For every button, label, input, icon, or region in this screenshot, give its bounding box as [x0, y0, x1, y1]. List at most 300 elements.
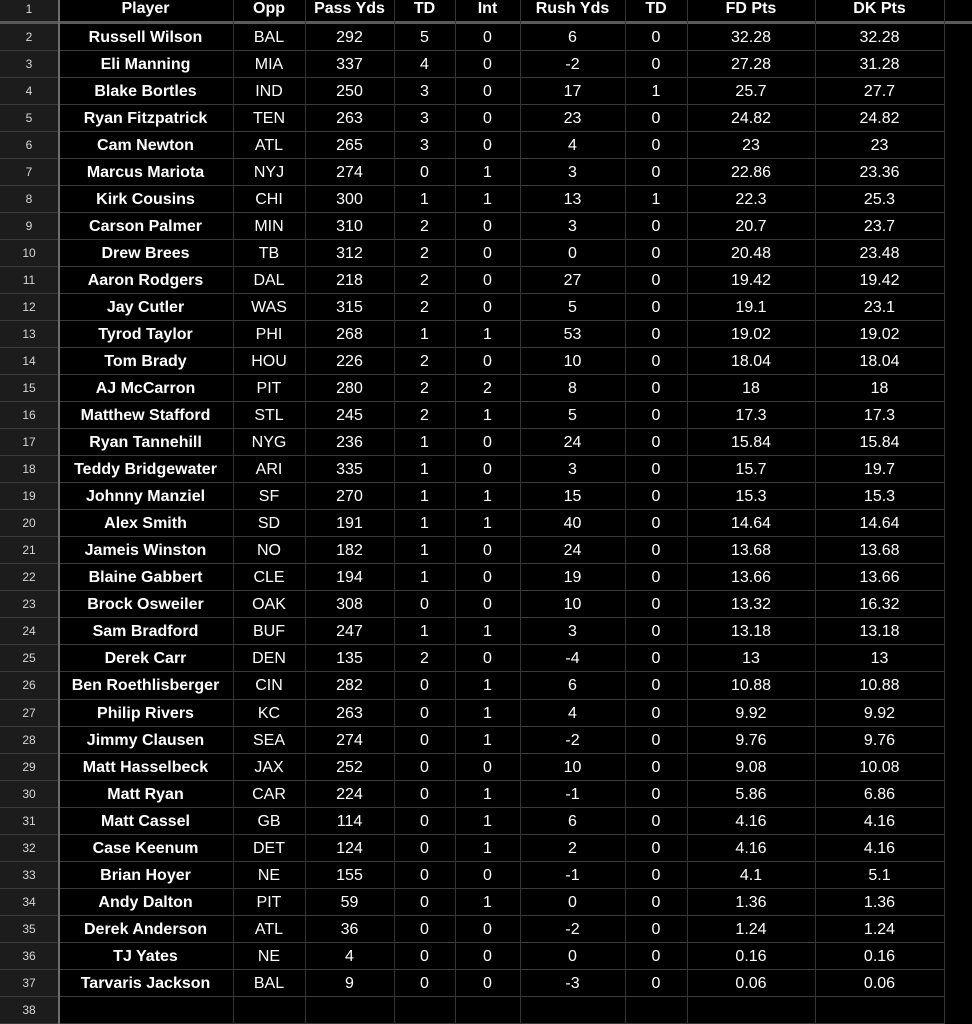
row-number[interactable]: 16: [22, 408, 36, 422]
column-header-rush-yds[interactable]: Rush Yds: [535, 0, 610, 17]
cell-int[interactable]: 0: [483, 569, 492, 586]
cell-rush-td[interactable]: 0: [651, 218, 661, 235]
cell-player[interactable]: Blake Bortles: [94, 83, 197, 100]
cell-dk-pts[interactable]: 19.02: [859, 326, 900, 343]
cell-fd-pts[interactable]: 13.68: [730, 542, 772, 559]
cell-pass-yds[interactable]: 292: [336, 29, 363, 46]
cell-pass-yds[interactable]: 270: [336, 488, 363, 505]
row-number[interactable]: 32: [22, 841, 36, 855]
cell-player[interactable]: Sam Bradford: [92, 623, 199, 640]
cell-player[interactable]: Aaron Rodgers: [87, 272, 204, 289]
cell-dk-pts[interactable]: 23.36: [859, 164, 900, 181]
cell-dk-pts[interactable]: 31.28: [859, 56, 900, 73]
cell-rush-td[interactable]: 0: [651, 840, 661, 857]
cell-dk-pts[interactable]: 17.3: [863, 407, 896, 424]
cell-player[interactable]: Derek Carr: [104, 650, 187, 667]
cell-pass-td[interactable]: 2: [420, 218, 429, 235]
cell-rush-yds[interactable]: 0: [568, 894, 577, 911]
cell-rush-td[interactable]: 0: [651, 137, 661, 154]
cell-pass-yds[interactable]: 59: [340, 894, 359, 911]
cell-rush-td[interactable]: 0: [651, 326, 661, 343]
cell-player[interactable]: Tyrod Taylor: [98, 326, 193, 343]
cell-rush-yds[interactable]: -1: [565, 786, 580, 803]
cell-rush-yds[interactable]: 4: [568, 705, 577, 722]
cell-player[interactable]: Russell Wilson: [88, 29, 203, 46]
cell-fd-pts[interactable]: 9.08: [735, 759, 767, 776]
row-number[interactable]: 20: [22, 516, 36, 530]
cell-pass-td[interactable]: 2: [420, 407, 429, 424]
cell-pass-yds[interactable]: 312: [336, 245, 363, 262]
cell-fd-pts[interactable]: 23: [742, 137, 760, 154]
cell-player[interactable]: Philip Rivers: [97, 705, 194, 722]
cell-player[interactable]: Marcus Mariota: [86, 164, 205, 181]
cell-int[interactable]: 0: [483, 353, 492, 370]
cell-opp[interactable]: OAK: [252, 596, 286, 613]
cell-opp[interactable]: BAL: [253, 29, 285, 46]
cell-pass-td[interactable]: 1: [420, 569, 429, 586]
cell-opp[interactable]: CLE: [253, 569, 285, 586]
cell-player[interactable]: Ryan Tannehill: [89, 434, 202, 451]
cell-rush-yds[interactable]: 6: [568, 29, 577, 46]
cell-int[interactable]: 0: [483, 759, 492, 776]
cell-rush-yds[interactable]: 5: [568, 407, 577, 424]
cell-int[interactable]: 1: [483, 840, 492, 857]
cell-rush-td[interactable]: 0: [651, 272, 661, 289]
cell-player[interactable]: Ryan Fitzpatrick: [83, 110, 208, 127]
cell-rush-yds[interactable]: 24: [563, 542, 582, 559]
column-header-pass-yds[interactable]: Pass Yds: [314, 0, 385, 17]
cell-rush-yds[interactable]: -2: [565, 732, 580, 749]
cell-opp[interactable]: TB: [258, 245, 280, 262]
cell-player[interactable]: Jameis Winston: [84, 542, 207, 559]
row-number[interactable]: 2: [25, 30, 33, 44]
cell-opp[interactable]: CAR: [252, 786, 286, 803]
cell-rush-yds[interactable]: -3: [565, 975, 580, 992]
cell-dk-pts[interactable]: 14.64: [859, 515, 900, 532]
cell-rush-yds[interactable]: 3: [568, 164, 577, 181]
cell-rush-yds[interactable]: 5: [568, 299, 577, 316]
cell-dk-pts[interactable]: 13: [870, 650, 889, 667]
cell-dk-pts[interactable]: 25.3: [863, 191, 896, 208]
cell-fd-pts[interactable]: 4.1: [739, 867, 763, 884]
row-number[interactable]: 13: [22, 327, 36, 341]
cell-int[interactable]: 1: [483, 488, 492, 505]
cell-opp[interactable]: ATL: [254, 137, 284, 154]
cell-opp[interactable]: DET: [253, 840, 285, 857]
cell-pass-td[interactable]: 0: [420, 786, 429, 803]
cell-dk-pts[interactable]: 15.3: [863, 488, 896, 505]
cell-opp[interactable]: NYG: [251, 434, 287, 451]
cell-rush-yds[interactable]: 4: [568, 137, 577, 154]
cell-fd-pts[interactable]: 27.28: [730, 56, 772, 73]
cell-player[interactable]: Jay Cutler: [106, 299, 185, 316]
cell-opp[interactable]: MIA: [254, 56, 284, 73]
cell-pass-td[interactable]: 2: [420, 380, 429, 397]
cell-pass-yds[interactable]: 274: [336, 732, 363, 749]
cell-dk-pts[interactable]: 13.68: [859, 542, 900, 559]
row-number[interactable]: 37: [22, 976, 36, 990]
cell-rush-yds[interactable]: 15: [563, 488, 582, 505]
cell-int[interactable]: 0: [483, 596, 492, 613]
cell-rush-td[interactable]: 0: [651, 650, 661, 667]
cell-int[interactable]: 0: [483, 650, 492, 667]
cell-dk-pts[interactable]: 15.84: [859, 434, 900, 451]
cell-pass-yds[interactable]: 274: [336, 164, 363, 181]
cell-rush-yds[interactable]: 8: [568, 380, 577, 397]
cell-opp[interactable]: STL: [254, 407, 284, 424]
cell-rush-yds[interactable]: 19: [563, 569, 582, 586]
cell-fd-pts[interactable]: 13.18: [730, 623, 772, 640]
cell-opp[interactable]: JAX: [254, 759, 284, 776]
cell-int[interactable]: 1: [483, 326, 492, 343]
cell-dk-pts[interactable]: 6.86: [863, 786, 896, 803]
cell-pass-td[interactable]: 0: [420, 677, 429, 694]
cell-fd-pts[interactable]: 25.7: [735, 83, 767, 100]
cell-rush-yds[interactable]: 17: [563, 83, 582, 100]
row-number[interactable]: 31: [22, 814, 36, 828]
cell-opp[interactable]: PHI: [255, 326, 283, 343]
cell-opp[interactable]: BAL: [253, 975, 285, 992]
cell-rush-td[interactable]: 0: [651, 110, 661, 127]
cell-player[interactable]: Derek Anderson: [84, 921, 207, 938]
cell-int[interactable]: 0: [483, 542, 492, 559]
cell-opp[interactable]: GB: [257, 813, 281, 830]
cell-fd-pts[interactable]: 10.88: [730, 677, 772, 694]
cell-player[interactable]: Teddy Bridgewater: [74, 461, 217, 478]
cell-int[interactable]: 0: [483, 29, 492, 46]
row-number[interactable]: 11: [22, 273, 36, 287]
cell-player[interactable]: Kirk Cousins: [96, 191, 195, 208]
cell-rush-td[interactable]: 0: [651, 434, 661, 451]
cell-opp[interactable]: NE: [257, 948, 281, 965]
cell-rush-yds[interactable]: 3: [568, 461, 577, 478]
cell-int[interactable]: 1: [483, 191, 492, 208]
cell-pass-td[interactable]: 5: [420, 29, 429, 46]
cell-fd-pts[interactable]: 1.36: [735, 894, 767, 911]
cell-int[interactable]: 0: [483, 299, 492, 316]
cell-rush-td[interactable]: 0: [651, 164, 661, 181]
cell-rush-yds[interactable]: -1: [565, 867, 580, 884]
cell-int[interactable]: 0: [483, 137, 492, 154]
cell-opp[interactable]: IND: [255, 83, 283, 100]
cell-fd-pts[interactable]: 13: [742, 650, 760, 667]
cell-player[interactable]: TJ Yates: [113, 948, 178, 965]
cell-pass-yds[interactable]: 194: [336, 569, 363, 586]
cell-pass-td[interactable]: 0: [420, 732, 429, 749]
cell-pass-yds[interactable]: 124: [336, 840, 363, 857]
cell-pass-yds[interactable]: 337: [336, 56, 363, 73]
cell-rush-td[interactable]: 0: [651, 56, 661, 73]
cell-pass-yds[interactable]: 250: [336, 83, 363, 100]
cell-fd-pts[interactable]: 32.28: [730, 29, 772, 46]
cell-player[interactable]: Matthew Stafford: [80, 407, 211, 424]
cell-rush-td[interactable]: 0: [651, 569, 661, 586]
cell-player[interactable]: Tarvaris Jackson: [80, 975, 211, 992]
cell-pass-td[interactable]: 2: [420, 299, 429, 316]
cell-player[interactable]: Carson Palmer: [89, 218, 202, 235]
cell-pass-td[interactable]: 0: [420, 948, 429, 965]
cell-opp[interactable]: MIN: [254, 218, 284, 235]
cell-rush-yds[interactable]: 24: [563, 434, 582, 451]
cell-opp[interactable]: SEA: [252, 732, 285, 749]
cell-rush-yds[interactable]: 10: [563, 353, 582, 370]
row-number[interactable]: 9: [25, 219, 33, 233]
cell-fd-pts[interactable]: 20.7: [735, 218, 767, 235]
cell-fd-pts[interactable]: 15.84: [730, 434, 772, 451]
cell-opp[interactable]: NE: [257, 867, 281, 884]
cell-pass-yds[interactable]: 224: [336, 786, 363, 803]
cell-rush-yds[interactable]: 13: [563, 191, 582, 208]
cell-pass-td[interactable]: 2: [420, 353, 429, 370]
cell-opp[interactable]: PIT: [256, 380, 282, 397]
cell-pass-yds[interactable]: 191: [336, 515, 363, 532]
cell-fd-pts[interactable]: 17.3: [735, 407, 767, 424]
cell-dk-pts[interactable]: 23.48: [859, 245, 900, 262]
cell-int[interactable]: 0: [483, 245, 492, 262]
cell-rush-yds[interactable]: -2: [565, 56, 580, 73]
cell-rush-td[interactable]: 0: [651, 948, 661, 965]
column-header-pass-td[interactable]: TD: [413, 0, 436, 17]
cell-pass-yds[interactable]: 155: [336, 867, 363, 884]
row-number[interactable]: 33: [22, 868, 36, 882]
cell-opp[interactable]: CHI: [255, 191, 283, 208]
cell-pass-yds[interactable]: 315: [336, 299, 363, 316]
row-number[interactable]: 10: [22, 246, 36, 260]
cell-rush-td[interactable]: 0: [651, 705, 661, 722]
cell-opp[interactable]: DAL: [253, 272, 285, 289]
cell-pass-td[interactable]: 1: [420, 488, 429, 505]
cell-int[interactable]: 2: [483, 380, 492, 397]
cell-dk-pts[interactable]: 18.04: [859, 353, 900, 370]
row-number[interactable]: 26: [22, 678, 36, 692]
cell-rush-td[interactable]: 0: [651, 299, 661, 316]
cell-rush-yds[interactable]: 10: [563, 759, 582, 776]
cell-int[interactable]: 1: [483, 894, 492, 911]
cell-int[interactable]: 1: [483, 677, 492, 694]
cell-rush-td[interactable]: 0: [651, 975, 661, 992]
cell-dk-pts[interactable]: 0.16: [863, 948, 896, 965]
cell-pass-td[interactable]: 4: [420, 56, 429, 73]
row-number[interactable]: 18: [22, 462, 36, 476]
cell-fd-pts[interactable]: 5.86: [735, 786, 767, 803]
cell-player[interactable]: Tom Brady: [104, 353, 187, 370]
cell-rush-td[interactable]: 0: [651, 380, 661, 397]
cell-dk-pts[interactable]: 0.06: [863, 975, 896, 992]
cell-int[interactable]: 1: [483, 515, 492, 532]
cell-rush-td[interactable]: 0: [651, 353, 661, 370]
cell-rush-yds[interactable]: 0: [568, 245, 577, 262]
column-header-int[interactable]: Int: [477, 0, 498, 17]
cell-opp[interactable]: TEN: [253, 110, 285, 127]
cell-int[interactable]: 0: [483, 56, 492, 73]
cell-pass-yds[interactable]: 245: [336, 407, 363, 424]
cell-pass-td[interactable]: 0: [420, 867, 429, 884]
cell-pass-yds[interactable]: 308: [336, 596, 363, 613]
cell-rush-td[interactable]: 0: [651, 894, 661, 911]
row-number[interactable]: 27: [22, 706, 36, 720]
cell-rush-td[interactable]: 0: [651, 732, 661, 749]
cell-fd-pts[interactable]: 18: [742, 380, 760, 397]
cell-pass-td[interactable]: 0: [420, 894, 429, 911]
cell-pass-yds[interactable]: 268: [336, 326, 363, 343]
cell-int[interactable]: 1: [483, 623, 492, 640]
cell-rush-yds[interactable]: 2: [568, 840, 577, 857]
cell-pass-yds[interactable]: 263: [336, 705, 363, 722]
cell-player[interactable]: Brock Osweiler: [87, 596, 204, 613]
cell-fd-pts[interactable]: 0.06: [735, 975, 767, 992]
cell-pass-td[interactable]: 0: [420, 596, 429, 613]
row-number[interactable]: 28: [22, 733, 36, 747]
cell-int[interactable]: 1: [483, 407, 492, 424]
row-number[interactable]: 6: [25, 138, 33, 152]
cell-int[interactable]: 0: [483, 867, 492, 884]
row-number[interactable]: 15: [22, 381, 36, 395]
cell-rush-td[interactable]: 1: [651, 83, 661, 100]
cell-fd-pts[interactable]: 15.7: [735, 461, 767, 478]
cell-dk-pts[interactable]: 10.88: [859, 677, 900, 694]
cell-fd-pts[interactable]: 22.86: [730, 164, 772, 181]
cell-dk-pts[interactable]: 13.18: [859, 623, 900, 640]
cell-fd-pts[interactable]: 19.42: [730, 272, 772, 289]
row-number[interactable]: 34: [22, 895, 36, 909]
cell-dk-pts[interactable]: 5.1: [868, 867, 891, 884]
cell-dk-pts[interactable]: 1.36: [863, 894, 896, 911]
cell-player[interactable]: Cam Newton: [97, 137, 194, 154]
cell-fd-pts[interactable]: 19.02: [730, 326, 772, 343]
cell-fd-pts[interactable]: 18.04: [730, 353, 772, 370]
cell-int[interactable]: 1: [483, 813, 492, 830]
row-number[interactable]: 8: [25, 192, 33, 206]
cell-pass-yds[interactable]: 265: [336, 137, 363, 154]
column-header-fd-pts[interactable]: FD Pts: [725, 0, 777, 17]
cell-player[interactable]: AJ McCarron: [95, 380, 196, 397]
cell-fd-pts[interactable]: 24.82: [730, 110, 772, 127]
cell-int[interactable]: 0: [483, 948, 492, 965]
cell-dk-pts[interactable]: 10.08: [859, 759, 900, 776]
cell-fd-pts[interactable]: 14.64: [730, 515, 772, 532]
cell-opp[interactable]: NYJ: [253, 164, 285, 181]
row-number[interactable]: 7: [25, 165, 33, 179]
cell-rush-td[interactable]: 0: [651, 515, 661, 532]
cell-pass-yds[interactable]: 335: [336, 461, 363, 478]
cell-opp[interactable]: HOU: [251, 353, 287, 370]
cell-pass-yds[interactable]: 9: [345, 975, 354, 992]
cell-opp[interactable]: WAS: [251, 299, 287, 316]
cell-dk-pts[interactable]: 18: [870, 380, 889, 397]
cell-fd-pts[interactable]: 4.16: [735, 813, 767, 830]
cell-pass-td[interactable]: 1: [420, 461, 429, 478]
row-number[interactable]: 1: [25, 2, 33, 16]
cell-opp[interactable]: DEN: [252, 650, 286, 667]
cell-rush-td[interactable]: 0: [651, 542, 661, 559]
cell-pass-yds[interactable]: 218: [336, 272, 363, 289]
row-number[interactable]: 21: [22, 543, 36, 557]
cell-rush-td[interactable]: 0: [651, 867, 661, 884]
cell-player[interactable]: Jimmy Clausen: [86, 732, 205, 749]
cell-rush-yds[interactable]: -2: [565, 921, 580, 938]
cell-pass-td[interactable]: 1: [420, 515, 429, 532]
row-number[interactable]: 12: [22, 300, 36, 314]
cell-fd-pts[interactable]: 15.3: [735, 488, 767, 505]
cell-dk-pts[interactable]: 4.16: [863, 840, 896, 857]
cell-opp[interactable]: ARI: [255, 461, 283, 478]
cell-pass-yds[interactable]: 300: [336, 191, 363, 208]
row-number[interactable]: 24: [22, 624, 36, 638]
cell-opp[interactable]: BUF: [253, 623, 285, 640]
row-number[interactable]: 3: [25, 57, 33, 71]
cell-pass-td[interactable]: 3: [420, 83, 429, 100]
row-number[interactable]: 30: [22, 787, 36, 801]
cell-rush-td[interactable]: 0: [651, 813, 661, 830]
cell-pass-td[interactable]: 0: [420, 164, 429, 181]
cell-rush-td[interactable]: 0: [651, 921, 661, 938]
cell-pass-yds[interactable]: 263: [336, 110, 363, 127]
row-number[interactable]: 19: [22, 489, 36, 503]
cell-rush-td[interactable]: 0: [651, 488, 661, 505]
row-number[interactable]: 36: [22, 949, 36, 963]
cell-int[interactable]: 0: [483, 461, 492, 478]
cell-rush-td[interactable]: 0: [651, 596, 661, 613]
cell-int[interactable]: 0: [483, 83, 492, 100]
cell-player[interactable]: Eli Manning: [100, 56, 191, 73]
cell-player[interactable]: Alex Smith: [104, 515, 187, 532]
cell-fd-pts[interactable]: 13.66: [730, 569, 772, 586]
cell-player[interactable]: Matt Ryan: [107, 786, 184, 803]
cell-player[interactable]: Andy Dalton: [98, 894, 193, 911]
cell-int[interactable]: 0: [483, 110, 492, 127]
cell-pass-td[interactable]: 0: [420, 975, 429, 992]
cell-dk-pts[interactable]: 4.16: [863, 813, 896, 830]
cell-int[interactable]: 1: [483, 732, 492, 749]
cell-pass-td[interactable]: 0: [420, 705, 429, 722]
cell-rush-td[interactable]: 0: [651, 759, 661, 776]
cell-rush-td[interactable]: 0: [651, 677, 661, 694]
row-number[interactable]: 14: [22, 354, 36, 368]
cell-dk-pts[interactable]: 19.42: [859, 272, 900, 289]
cell-dk-pts[interactable]: 23.1: [863, 299, 896, 316]
row-number[interactable]: 35: [22, 922, 36, 936]
cell-dk-pts[interactable]: 23: [870, 137, 889, 154]
cell-rush-yds[interactable]: 27: [563, 272, 582, 289]
cell-rush-td[interactable]: 0: [651, 245, 661, 262]
row-number[interactable]: 38: [22, 1003, 36, 1017]
cell-pass-td[interactable]: 1: [420, 623, 429, 640]
cell-rush-yds[interactable]: -4: [565, 650, 580, 667]
cell-int[interactable]: 0: [483, 434, 492, 451]
cell-int[interactable]: 0: [483, 272, 492, 289]
cell-opp[interactable]: ATL: [254, 921, 284, 938]
cell-rush-yds[interactable]: 0: [568, 948, 577, 965]
cell-player[interactable]: Case Keenum: [92, 840, 199, 857]
cell-pass-yds[interactable]: 280: [336, 380, 363, 397]
cell-dk-pts[interactable]: 32.28: [859, 29, 900, 46]
cell-pass-yds[interactable]: 310: [336, 218, 363, 235]
cell-opp[interactable]: NO: [257, 542, 281, 559]
cell-fd-pts[interactable]: 9.76: [735, 732, 767, 749]
cell-rush-yds[interactable]: 3: [568, 218, 577, 235]
cell-pass-yds[interactable]: 226: [336, 353, 363, 370]
cell-int[interactable]: 0: [483, 218, 492, 235]
cell-dk-pts[interactable]: 19.7: [863, 461, 896, 478]
row-number[interactable]: 22: [22, 570, 36, 584]
cell-int[interactable]: 0: [483, 975, 492, 992]
cell-pass-yds[interactable]: 247: [336, 623, 363, 640]
cell-dk-pts[interactable]: 27.7: [863, 83, 896, 100]
cell-dk-pts[interactable]: 23.7: [863, 218, 896, 235]
row-number[interactable]: 29: [22, 760, 36, 774]
cell-pass-td[interactable]: 3: [420, 110, 429, 127]
column-header-opp[interactable]: Opp: [253, 0, 285, 17]
